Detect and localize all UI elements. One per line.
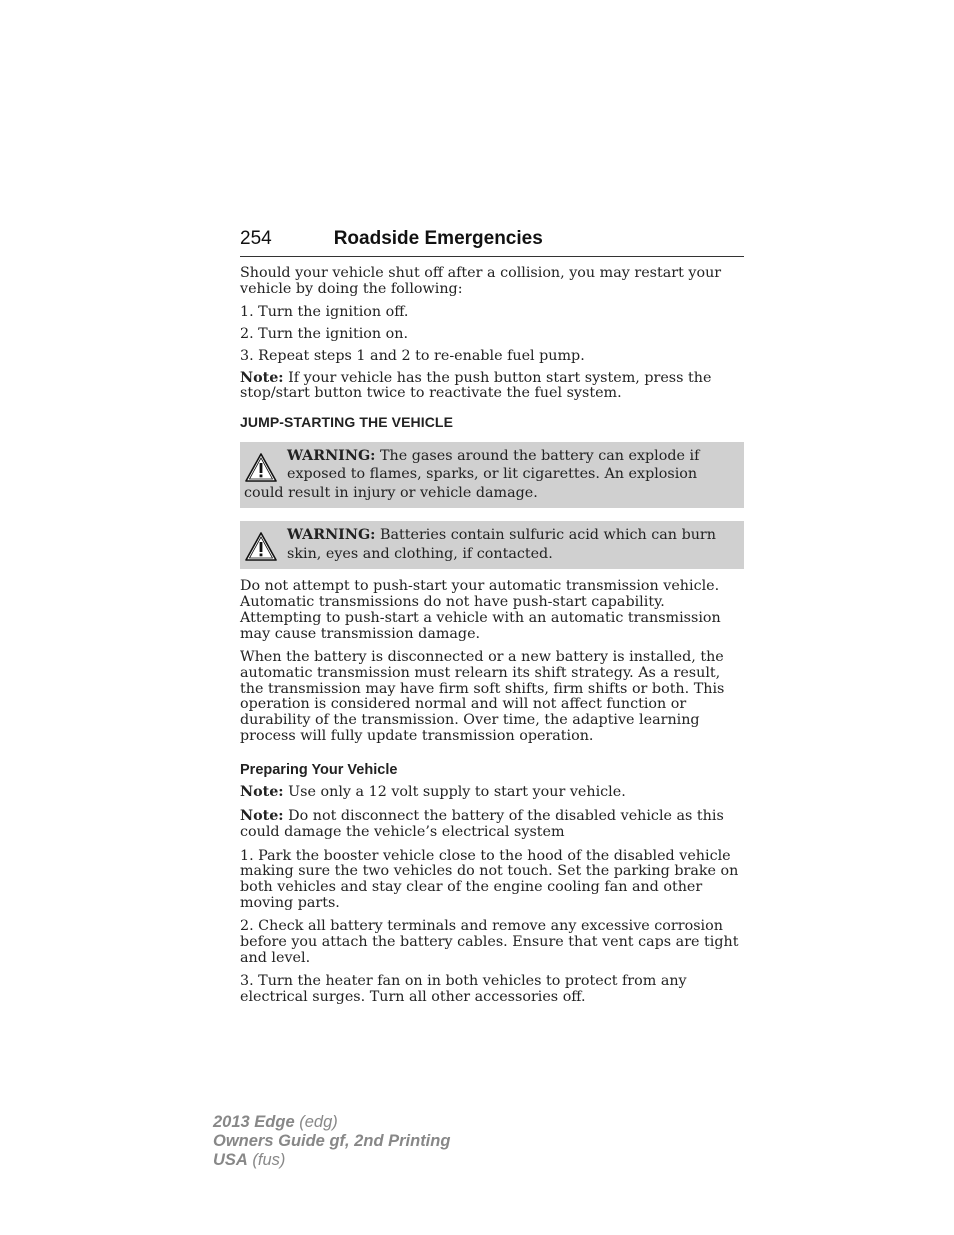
page-number: 254: [240, 228, 272, 249]
page-header: [240, 228, 744, 257]
note-label: Note:: [240, 784, 284, 801]
list-item: 3. Turn the heater fan on in both vehicles to protect from any electrical surges. Turn all other accessories off.: [240, 973, 687, 1006]
body-paragraph: When the battery is disconnected or a new battery is installed, the automatic transmission must relearn its shift strategy. As a result, the transmission may have firm soft shifts, firm shifts or both. This operation is considered normal and will not affect function or durability of the transmission. Over time, the adaptive learning process will fully update transmission operation.: [240, 649, 725, 744]
warning-label: WARNING:: [287, 527, 376, 544]
list-item: 2. Check all battery terminals and remove any excessive corrosion before you attach the battery cables. Ensure that vent caps are tight and level.: [240, 918, 739, 966]
warning-text: Batteries contain sulfuric acid which can burn skin, eyes and clothing, if contacted.: [287, 527, 716, 562]
footer-line: [213, 1113, 450, 1132]
warning-triangle-icon: [245, 452, 277, 484]
warning-box: [240, 521, 744, 569]
warning-triangle-icon: [245, 531, 277, 563]
note-text: Use only a 12 volt supply to start your vehicle.: [283, 784, 626, 801]
list-item: 1. Park the booster vehicle close to the hood of the disabled vehicle making sure the two vehicles do not touch. Set the parking brake on both vehicles and stay clear of the engine cooling fan and other moving parts.: [240, 847, 739, 911]
body-paragraph: Do not attempt to push-start your automatic transmission vehicle. Automatic transmissions do not have push-start capability. Attempting to push-start a vehicle with an automatic transmission may cause transmission damage.: [240, 578, 721, 642]
note-text: If your vehicle has the push button start system, press the stop/start button twice to reactivate the fuel system.: [240, 369, 712, 402]
subheading: Preparing Your Vehicle: [240, 762, 398, 779]
warning-text: The gases around the battery can explode if exposed to flames, sparks, or lit cigarettes. An explosion could result in injury or vehicle damage.: [244, 447, 700, 501]
footer-market: USA: [213, 1151, 248, 1169]
note-text: Do not disconnect the battery of the disabled vehicle as this could damage the vehicle’s electrical system: [240, 808, 724, 840]
footer-model: 2013 Edge: [213, 1113, 295, 1131]
footer-edition: Owners Guide gf, 2nd Printing: [213, 1132, 451, 1150]
page-footer: [213, 1113, 450, 1170]
warning-box: [240, 442, 744, 509]
note-prep: [240, 785, 744, 801]
footer-market-code: (fus): [247, 1151, 286, 1169]
note-label: Note:: [240, 808, 284, 825]
note-prep: [240, 809, 744, 840]
list-item: 1. Turn the ignition off.: [240, 304, 409, 321]
page-content: [240, 228, 744, 1014]
footer-model-code: (edg): [294, 1113, 338, 1131]
list-item: 2. Turn the ignition on.: [240, 326, 409, 343]
note-restart: [240, 371, 744, 402]
chapter-title: Roadside Emergencies: [333, 228, 543, 249]
list-item: 3. Repeat steps 1 and 2 to re-enable fuel pump.: [240, 347, 585, 364]
intro-paragraph: Should your vehicle shut off after a collision, you may restart your vehicle by doing the following:: [240, 265, 722, 297]
section-heading: JUMP-STARTING THE VEHICLE: [240, 413, 454, 430]
footer-line: [213, 1132, 450, 1151]
footer-line: [213, 1151, 450, 1170]
warning-label: WARNING:: [287, 447, 376, 464]
note-label: Note:: [240, 369, 284, 386]
